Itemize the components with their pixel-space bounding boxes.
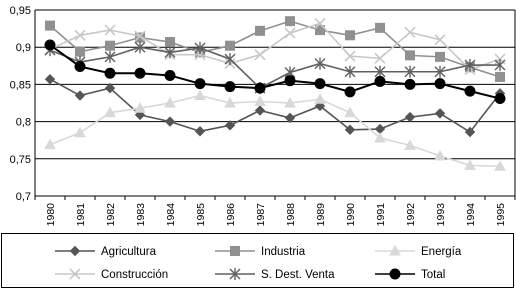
legend-label: Energía — [421, 246, 462, 258]
data-point — [196, 127, 205, 136]
series-layer — [45, 17, 505, 171]
legend-marker — [231, 247, 240, 256]
legend — [2, 234, 514, 288]
x-tick-label: 1982 — [105, 203, 117, 227]
data-point — [45, 140, 55, 149]
data-point — [465, 86, 475, 96]
x-tick-label: 1990 — [345, 203, 357, 227]
data-point — [286, 113, 295, 122]
data-point — [76, 91, 85, 100]
data-point — [76, 47, 85, 56]
data-point — [405, 79, 415, 89]
x-tick-label: 1995 — [495, 203, 507, 227]
x-tick-label: 1993 — [435, 203, 447, 227]
data-point — [345, 108, 355, 117]
x-tick-label: 1981 — [75, 203, 87, 227]
x-tick-label: 1994 — [465, 203, 477, 227]
data-point — [376, 23, 385, 32]
data-point — [435, 35, 445, 45]
legend-label: Agricultura — [101, 246, 156, 258]
data-point — [225, 82, 235, 92]
y-tick-label: 0,7 — [15, 191, 31, 203]
data-point — [166, 117, 175, 126]
data-point — [406, 51, 415, 60]
x-tick-label: 1991 — [375, 203, 387, 227]
data-point — [106, 41, 115, 50]
x-tick-label: 1988 — [285, 203, 297, 227]
y-tick-label: 0,85 — [9, 79, 31, 92]
data-point — [105, 68, 115, 78]
y-tick-label: 0,75 — [9, 153, 31, 166]
data-point — [166, 37, 175, 46]
data-point — [75, 128, 85, 137]
series-line — [50, 79, 500, 132]
data-point — [285, 28, 295, 38]
series-line — [50, 96, 500, 167]
data-point — [345, 87, 355, 97]
data-point — [436, 109, 445, 118]
y-tick-label: 0,95 — [9, 5, 31, 17]
y-tick-label: 0,8 — [15, 116, 31, 129]
data-point — [46, 21, 55, 30]
data-point — [45, 40, 55, 50]
series-energia — [45, 91, 505, 171]
data-point — [75, 62, 85, 72]
data-point — [495, 94, 505, 104]
x-tick-label: 1987 — [255, 203, 267, 227]
data-point — [405, 27, 415, 37]
data-point — [135, 68, 145, 78]
data-point — [165, 70, 175, 80]
x-tick-label: 1992 — [405, 203, 417, 227]
data-point — [375, 76, 385, 86]
data-point — [226, 121, 235, 130]
legend-marker — [390, 269, 400, 279]
data-point — [256, 26, 265, 35]
data-point — [195, 91, 205, 100]
data-point — [315, 79, 325, 89]
data-point — [346, 31, 355, 40]
data-point — [286, 17, 295, 26]
data-point — [435, 79, 445, 89]
x-tick-label: 1989 — [315, 203, 327, 227]
data-point — [46, 75, 55, 84]
x-tick-label: 1980 — [45, 203, 57, 227]
data-point — [315, 94, 325, 103]
y-tick-label: 0,9 — [15, 42, 31, 55]
legend-label: Construcción — [101, 269, 169, 281]
x-tick-label: 1983 — [135, 203, 147, 227]
data-point — [285, 76, 295, 86]
legend-label: Industria — [261, 246, 306, 258]
x-tick-label: 1986 — [225, 203, 237, 227]
data-point — [406, 113, 415, 122]
x-tick-label: 1984 — [165, 203, 177, 227]
legend-label: Total — [421, 269, 446, 281]
series-line — [50, 47, 500, 88]
data-point — [226, 41, 235, 50]
data-point — [436, 52, 445, 61]
x-tick-label: 1985 — [195, 203, 207, 227]
series-line — [50, 21, 500, 77]
legend-label: S. Dest. Venta — [261, 269, 335, 281]
data-point — [315, 58, 325, 70]
series-line — [50, 23, 500, 69]
data-point — [195, 79, 205, 89]
data-point — [255, 50, 265, 60]
data-point — [256, 106, 265, 115]
data-point — [496, 72, 505, 81]
data-point — [255, 83, 265, 93]
